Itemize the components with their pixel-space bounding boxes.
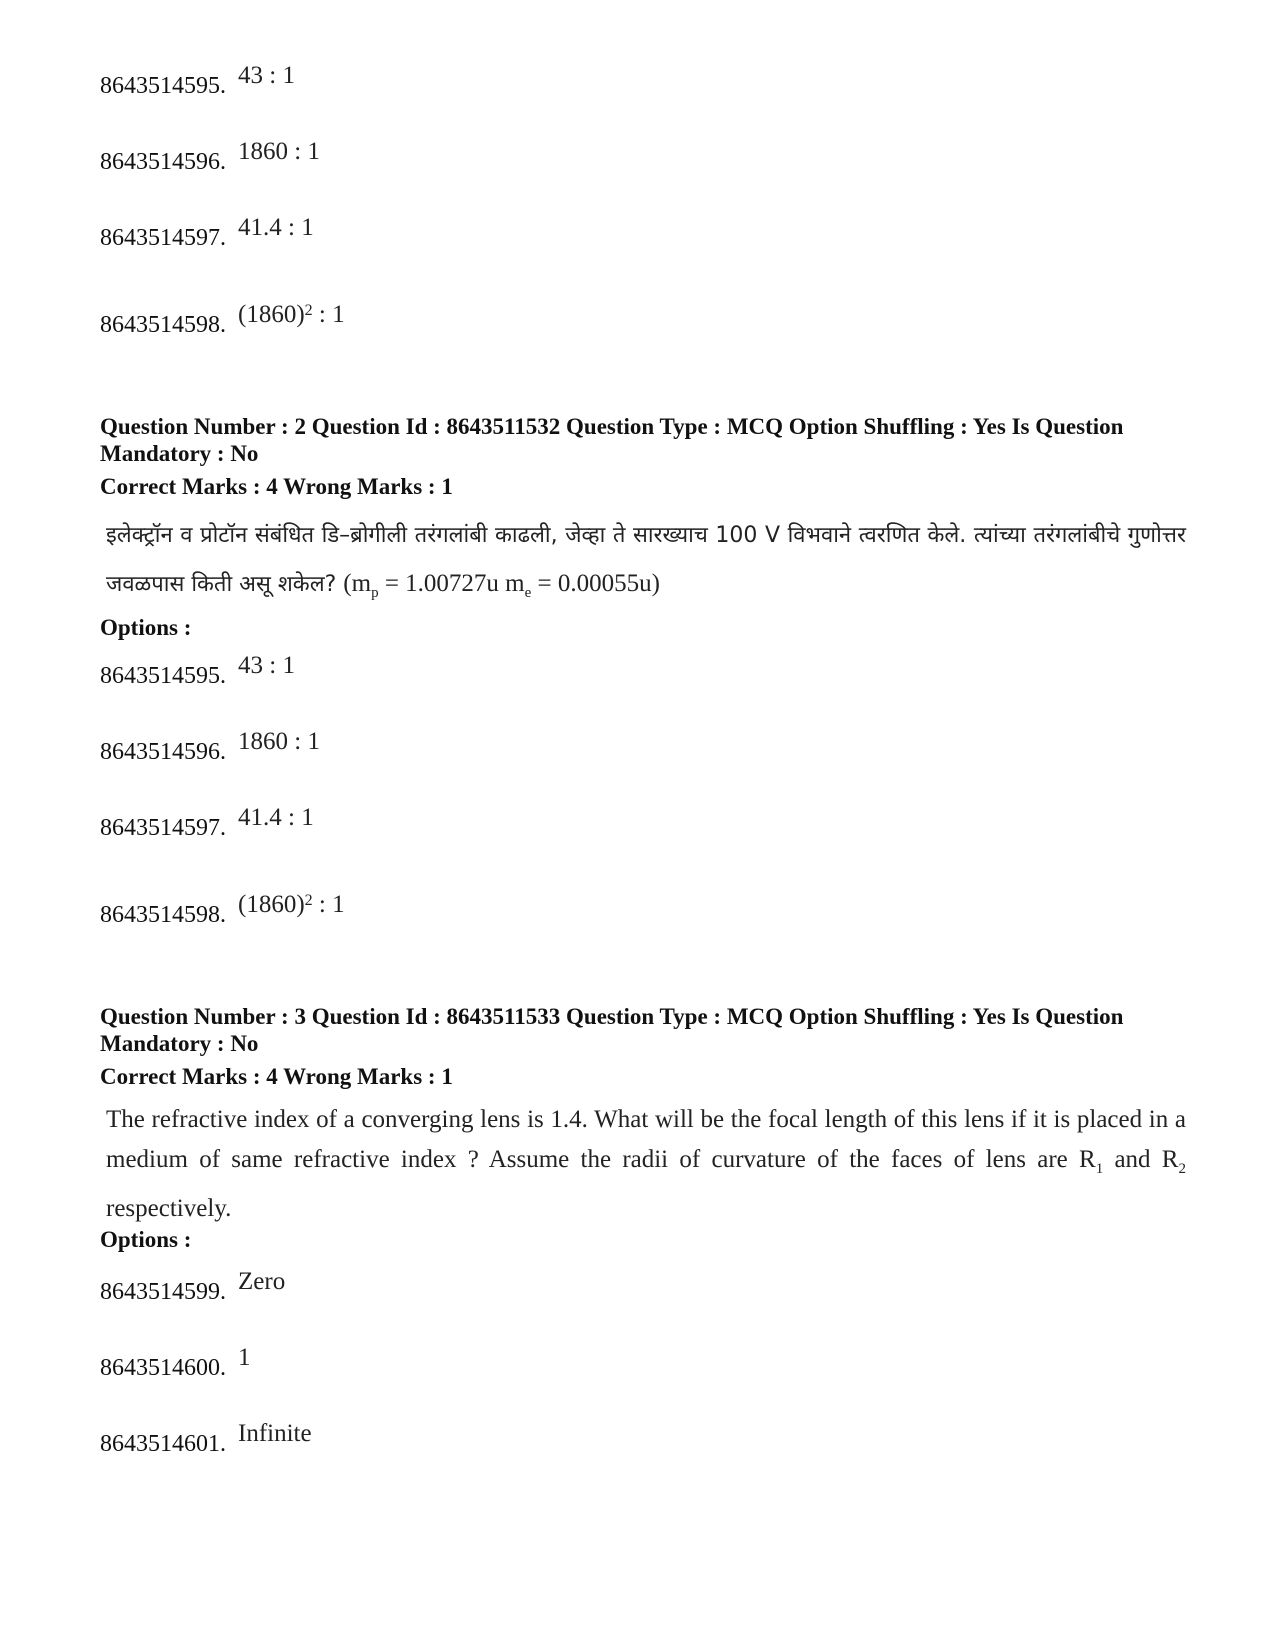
option-id: 8643514600. <box>100 1355 226 1381</box>
option-value: 43 : 1 <box>238 652 295 679</box>
option-id: 8643514597. <box>100 225 226 251</box>
option-id: 8643514601. <box>100 1431 226 1457</box>
option-id: 8643514596. <box>100 739 226 765</box>
option-value: $(1860)^2$ : 1 <box>238 301 345 328</box>
option-value: 43 : 1 <box>238 62 295 89</box>
question-marks: Correct Marks : 4 Wrong Marks : 1 <box>100 1064 453 1089</box>
option-id: 8643514597. <box>100 815 226 841</box>
option-value: $(1860)^2$ : 1 <box>238 891 345 918</box>
option-id: 8643514598. <box>100 902 226 928</box>
question-text: इलेक्ट्रॉन व प्रोटॉन संबंधित डि–ब्रोगीली तरंगलांबी काढली, जेव्हा ते सारख्याच 100 V विभवाने त्वरणित केले. त्यांच्या तरंगलांबीचे गुणोत्तर जवळपास किती असू शकेल? ($m_p = 1.00727u$ $m_e = 0.00055u$) <box>106 523 1186 601</box>
question-header: Question Number : 3 Question Id : 8643511533 Question Type : MCQ Option Shuffling : Yes Is Question Mandatory : No <box>100 1004 1124 1056</box>
question-formula: ($m_p = 1.00727u$ $m_e = 0.00055u$) <box>343 570 660 601</box>
option-id: 8643514596. <box>100 149 226 175</box>
question-text: The refractive index of a converging lens is 1.4. What will be the focal length of this lens if it is placed in a medium of same refractive index ? Assume the radii of curvature of the faces of lens are $R_1$ and $R_2$ respectively. <box>106 1106 1186 1222</box>
option-id: 8643514598. <box>100 312 226 338</box>
option-value: 41.4 : 1 <box>238 804 314 831</box>
options-label: Options : <box>100 615 192 640</box>
option-value: 1 <box>238 1344 251 1371</box>
option-value: Infinite <box>238 1420 312 1447</box>
option-value: 41.4 : 1 <box>238 214 314 241</box>
question-header: Question Number : 2 Question Id : 8643511532 Question Type : MCQ Option Shuffling : Yes Is Question Mandatory : No <box>100 414 1124 466</box>
option-id: 8643514595. <box>100 73 226 99</box>
option-id: 8643514599. <box>100 1279 226 1305</box>
option-id: 8643514595. <box>100 663 226 689</box>
question-marks: Correct Marks : 4 Wrong Marks : 1 <box>100 474 453 499</box>
option-value: 1860 : 1 <box>238 138 320 165</box>
options-label: Options : <box>100 1227 192 1252</box>
option-value: 1860 : 1 <box>238 728 320 755</box>
option-value: Zero <box>238 1268 286 1295</box>
